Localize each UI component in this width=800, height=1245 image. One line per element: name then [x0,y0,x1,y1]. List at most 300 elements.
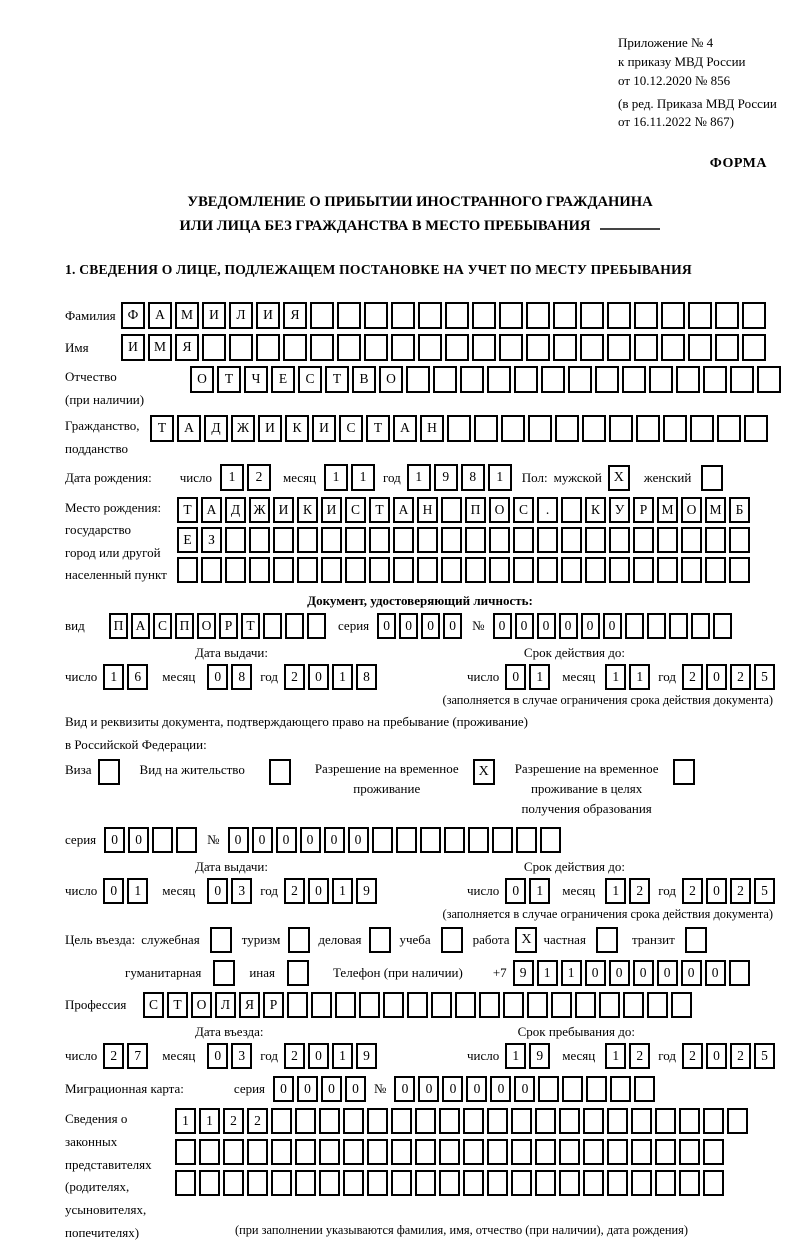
char-cell[interactable] [287,992,308,1018]
char-cell[interactable] [679,1170,700,1196]
char-cell[interactable] [634,334,658,361]
char-cell[interactable] [489,557,510,583]
char-cell[interactable] [444,827,465,853]
char-cell[interactable]: 0 [505,664,526,690]
char-cell[interactable] [383,992,404,1018]
char-cell[interactable] [439,1139,460,1165]
char-cell[interactable] [580,334,604,361]
char-cell[interactable]: 8 [461,464,485,491]
char-cell[interactable]: 0 [493,613,512,639]
char-cell[interactable] [283,334,307,361]
char-cell[interactable]: 1 [351,464,375,491]
char-cell[interactable]: 0 [399,613,418,639]
char-cell[interactable]: М [148,334,172,361]
char-cell[interactable] [715,302,739,329]
char-cell[interactable] [526,334,550,361]
char-cell[interactable]: 0 [515,613,534,639]
char-cell[interactable] [249,557,270,583]
char-cell[interactable]: А [393,415,417,442]
char-cell[interactable] [528,415,552,442]
sex-male-checkbox[interactable]: X [608,465,630,491]
char-cell[interactable]: Р [263,992,284,1018]
char-cell[interactable]: 0 [603,613,622,639]
char-cell[interactable]: 2 [730,878,751,904]
char-cell[interactable] [319,1108,340,1134]
char-cell[interactable]: 0 [207,664,228,690]
char-cell[interactable]: 2 [284,878,305,904]
char-cell[interactable] [535,1170,556,1196]
char-cell[interactable]: 3 [231,878,252,904]
char-cell[interactable] [671,992,692,1018]
char-cell[interactable] [585,527,606,553]
char-cell[interactable]: П [175,613,194,639]
char-cell[interactable] [538,1076,559,1102]
char-cell[interactable]: 0 [308,1043,329,1069]
char-cell[interactable]: 2 [629,878,650,904]
char-cell[interactable] [307,613,326,639]
char-cell[interactable]: 2 [247,464,271,491]
char-cell[interactable] [688,302,712,329]
char-cell[interactable] [321,527,342,553]
char-cell[interactable] [455,992,476,1018]
char-cell[interactable] [202,334,226,361]
char-cell[interactable] [499,302,523,329]
char-cell[interactable]: 1 [332,878,353,904]
char-cell[interactable] [661,302,685,329]
char-cell[interactable]: 1 [127,878,148,904]
char-cell[interactable]: 9 [356,1043,377,1069]
char-cell[interactable] [393,527,414,553]
purpose-work-checkbox[interactable]: X [515,927,537,953]
char-cell[interactable] [199,1170,220,1196]
char-cell[interactable]: Р [633,497,654,523]
char-cell[interactable]: 5 [754,1043,775,1069]
char-cell[interactable]: 8 [356,664,377,690]
char-cell[interactable] [297,557,318,583]
char-cell[interactable] [553,302,577,329]
char-cell[interactable]: Т [177,497,198,523]
char-cell[interactable] [393,557,414,583]
char-cell[interactable] [223,1139,244,1165]
char-cell[interactable]: 1 [537,960,558,986]
char-cell[interactable]: Д [204,415,228,442]
char-cell[interactable]: 2 [730,664,751,690]
char-cell[interactable] [561,497,582,523]
char-cell[interactable] [703,1108,724,1134]
char-cell[interactable] [406,366,430,393]
char-cell[interactable]: А [177,415,201,442]
char-cell[interactable] [417,527,438,553]
char-cell[interactable]: 2 [730,1043,751,1069]
char-cell[interactable]: Т [366,415,390,442]
char-cell[interactable]: 2 [682,664,703,690]
char-cell[interactable] [679,1108,700,1134]
char-cell[interactable] [487,366,511,393]
char-cell[interactable] [607,1139,628,1165]
char-cell[interactable] [681,557,702,583]
char-cell[interactable] [364,302,388,329]
char-cell[interactable]: 3 [231,1043,252,1069]
char-cell[interactable] [249,527,270,553]
char-cell[interactable]: 6 [127,664,148,690]
char-cell[interactable] [634,302,658,329]
char-cell[interactable] [583,1170,604,1196]
char-cell[interactable]: 9 [513,960,534,986]
char-cell[interactable]: Я [239,992,260,1018]
char-cell[interactable]: 0 [308,664,329,690]
char-cell[interactable]: 0 [297,1076,318,1102]
char-cell[interactable]: Б [729,497,750,523]
char-cell[interactable] [271,1170,292,1196]
char-cell[interactable] [271,1108,292,1134]
char-cell[interactable]: 0 [514,1076,535,1102]
char-cell[interactable]: 0 [345,1076,366,1102]
char-cell[interactable] [583,1108,604,1134]
char-cell[interactable]: П [465,497,486,523]
char-cell[interactable]: А [148,302,172,329]
char-cell[interactable]: У [609,497,630,523]
char-cell[interactable] [295,1139,316,1165]
char-cell[interactable] [537,527,558,553]
char-cell[interactable]: 0 [706,878,727,904]
char-cell[interactable] [586,1076,607,1102]
char-cell[interactable]: Н [420,415,444,442]
char-cell[interactable]: 0 [466,1076,487,1102]
char-cell[interactable]: О [489,497,510,523]
char-cell[interactable]: О [681,497,702,523]
char-cell[interactable]: 1 [199,1108,220,1134]
visa-checkbox[interactable] [98,759,120,785]
char-cell[interactable] [607,1170,628,1196]
char-cell[interactable] [441,497,462,523]
char-cell[interactable]: Д [225,497,246,523]
char-cell[interactable]: Н [417,497,438,523]
char-cell[interactable] [369,527,390,553]
char-cell[interactable]: 2 [284,664,305,690]
char-cell[interactable] [418,334,442,361]
sex-female-checkbox[interactable] [701,465,723,491]
char-cell[interactable] [647,992,668,1018]
char-cell[interactable] [295,1108,316,1134]
char-cell[interactable] [391,1170,412,1196]
char-cell[interactable] [472,334,496,361]
char-cell[interactable] [535,1139,556,1165]
purpose-official-checkbox[interactable] [210,927,232,953]
char-cell[interactable] [561,557,582,583]
char-cell[interactable] [247,1170,268,1196]
char-cell[interactable] [271,1139,292,1165]
char-cell[interactable] [633,557,654,583]
char-cell[interactable]: 0 [706,664,727,690]
char-cell[interactable] [655,1170,676,1196]
char-cell[interactable]: С [345,497,366,523]
char-cell[interactable] [310,302,334,329]
char-cell[interactable] [297,527,318,553]
char-cell[interactable]: С [298,366,322,393]
char-cell[interactable] [345,527,366,553]
char-cell[interactable]: Л [229,302,253,329]
char-cell[interactable]: 7 [127,1043,148,1069]
char-cell[interactable] [247,1139,268,1165]
char-cell[interactable] [511,1139,532,1165]
char-cell[interactable] [742,334,766,361]
char-cell[interactable]: 0 [609,960,630,986]
char-cell[interactable]: 9 [356,878,377,904]
char-cell[interactable] [487,1108,508,1134]
char-cell[interactable] [199,1139,220,1165]
char-cell[interactable]: О [197,613,216,639]
purpose-tourism-checkbox[interactable] [288,927,310,953]
char-cell[interactable]: К [297,497,318,523]
char-cell[interactable]: Ф [121,302,145,329]
char-cell[interactable]: 0 [394,1076,415,1102]
purpose-study-checkbox[interactable] [441,927,463,953]
char-cell[interactable]: И [256,302,280,329]
char-cell[interactable]: И [312,415,336,442]
char-cell[interactable] [663,415,687,442]
char-cell[interactable]: М [175,302,199,329]
char-cell[interactable]: 0 [228,827,249,853]
char-cell[interactable]: 0 [505,878,526,904]
char-cell[interactable]: 2 [284,1043,305,1069]
char-cell[interactable] [499,334,523,361]
char-cell[interactable] [703,366,727,393]
char-cell[interactable] [555,415,579,442]
char-cell[interactable]: 1 [324,464,348,491]
char-cell[interactable]: А [201,497,222,523]
char-cell[interactable] [631,1139,652,1165]
char-cell[interactable] [609,557,630,583]
char-cell[interactable] [705,557,726,583]
char-cell[interactable] [713,613,732,639]
char-cell[interactable] [559,1108,580,1134]
char-cell[interactable] [607,1108,628,1134]
char-cell[interactable] [439,1170,460,1196]
char-cell[interactable] [319,1139,340,1165]
char-cell[interactable] [468,827,489,853]
char-cell[interactable] [223,1170,244,1196]
char-cell[interactable] [575,992,596,1018]
char-cell[interactable]: Л [215,992,236,1018]
char-cell[interactable] [418,302,442,329]
char-cell[interactable] [607,334,631,361]
char-cell[interactable]: О [190,366,214,393]
char-cell[interactable] [631,1170,652,1196]
char-cell[interactable] [465,557,486,583]
char-cell[interactable]: Т [150,415,174,442]
char-cell[interactable] [526,302,550,329]
char-cell[interactable] [463,1139,484,1165]
char-cell[interactable] [655,1108,676,1134]
char-cell[interactable] [310,334,334,361]
char-cell[interactable] [669,613,688,639]
char-cell[interactable]: 0 [321,1076,342,1102]
char-cell[interactable]: 0 [706,1043,727,1069]
char-cell[interactable] [273,557,294,583]
char-cell[interactable]: К [585,497,606,523]
char-cell[interactable] [337,302,361,329]
char-cell[interactable] [583,1139,604,1165]
char-cell[interactable] [501,415,525,442]
char-cell[interactable]: 0 [308,878,329,904]
char-cell[interactable] [273,527,294,553]
char-cell[interactable] [657,557,678,583]
char-cell[interactable]: 1 [488,464,512,491]
char-cell[interactable]: 0 [276,827,297,853]
char-cell[interactable]: 1 [220,464,244,491]
char-cell[interactable] [463,1170,484,1196]
char-cell[interactable]: 5 [754,878,775,904]
char-cell[interactable] [463,1108,484,1134]
char-cell[interactable]: Т [217,366,241,393]
char-cell[interactable] [445,302,469,329]
char-cell[interactable] [445,334,469,361]
char-cell[interactable] [599,992,620,1018]
purpose-transit-checkbox[interactable] [685,927,707,953]
char-cell[interactable] [311,992,332,1018]
char-cell[interactable] [417,557,438,583]
char-cell[interactable]: 2 [629,1043,650,1069]
purpose-other-checkbox[interactable] [287,960,309,986]
char-cell[interactable]: 2 [247,1108,268,1134]
char-cell[interactable] [433,366,457,393]
char-cell[interactable] [295,1170,316,1196]
char-cell[interactable] [631,1108,652,1134]
char-cell[interactable] [540,827,561,853]
char-cell[interactable]: П [109,613,128,639]
char-cell[interactable] [676,366,700,393]
char-cell[interactable] [343,1170,364,1196]
char-cell[interactable]: Я [175,334,199,361]
char-cell[interactable]: 0 [104,827,125,853]
char-cell[interactable] [337,334,361,361]
char-cell[interactable]: 0 [252,827,273,853]
char-cell[interactable]: 0 [657,960,678,986]
char-cell[interactable] [705,527,726,553]
char-cell[interactable] [176,827,197,853]
char-cell[interactable]: 0 [633,960,654,986]
char-cell[interactable]: О [379,366,403,393]
char-cell[interactable] [372,827,393,853]
char-cell[interactable]: 0 [128,827,149,853]
char-cell[interactable] [661,334,685,361]
char-cell[interactable]: 0 [207,878,228,904]
char-cell[interactable] [691,613,710,639]
char-cell[interactable] [367,1139,388,1165]
char-cell[interactable]: Т [167,992,188,1018]
char-cell[interactable] [319,1170,340,1196]
char-cell[interactable] [742,302,766,329]
char-cell[interactable] [688,334,712,361]
char-cell[interactable]: Р [219,613,238,639]
char-cell[interactable] [559,1170,580,1196]
char-cell[interactable]: Т [325,366,349,393]
char-cell[interactable]: 1 [175,1108,196,1134]
char-cell[interactable] [489,527,510,553]
char-cell[interactable] [391,1139,412,1165]
char-cell[interactable] [369,557,390,583]
char-cell[interactable] [727,1108,748,1134]
char-cell[interactable] [537,557,558,583]
char-cell[interactable]: 1 [629,664,650,690]
char-cell[interactable] [175,1170,196,1196]
char-cell[interactable]: 9 [529,1043,550,1069]
char-cell[interactable]: Е [177,527,198,553]
char-cell[interactable] [343,1108,364,1134]
purpose-humanitarian-checkbox[interactable] [213,960,235,986]
char-cell[interactable]: 2 [223,1108,244,1134]
char-cell[interactable]: 0 [377,613,396,639]
char-cell[interactable] [513,527,534,553]
char-cell[interactable] [511,1108,532,1134]
char-cell[interactable] [553,334,577,361]
char-cell[interactable] [487,1170,508,1196]
char-cell[interactable] [622,366,646,393]
char-cell[interactable] [439,1108,460,1134]
char-cell[interactable] [657,527,678,553]
char-cell[interactable]: 1 [332,1043,353,1069]
char-cell[interactable] [679,1139,700,1165]
char-cell[interactable]: К [285,415,309,442]
char-cell[interactable] [431,992,452,1018]
char-cell[interactable] [285,613,304,639]
char-cell[interactable] [729,557,750,583]
char-cell[interactable]: Т [369,497,390,523]
char-cell[interactable]: 0 [324,827,345,853]
char-cell[interactable] [730,366,754,393]
char-cell[interactable] [367,1108,388,1134]
char-cell[interactable] [647,613,666,639]
char-cell[interactable]: 0 [418,1076,439,1102]
char-cell[interactable] [367,1170,388,1196]
char-cell[interactable]: 0 [581,613,600,639]
char-cell[interactable] [703,1139,724,1165]
char-cell[interactable] [415,1108,436,1134]
char-cell[interactable]: Т [241,613,260,639]
char-cell[interactable]: О [191,992,212,1018]
char-cell[interactable]: 1 [605,664,626,690]
char-cell[interactable] [634,1076,655,1102]
char-cell[interactable] [690,415,714,442]
temp-residence-edu-checkbox[interactable] [673,759,695,785]
char-cell[interactable] [321,557,342,583]
char-cell[interactable] [729,960,750,986]
char-cell[interactable] [715,334,739,361]
char-cell[interactable] [609,527,630,553]
char-cell[interactable]: Я [283,302,307,329]
char-cell[interactable]: Ж [231,415,255,442]
char-cell[interactable] [441,527,462,553]
char-cell[interactable]: И [273,497,294,523]
char-cell[interactable] [263,613,282,639]
char-cell[interactable] [460,366,484,393]
char-cell[interactable]: 1 [529,878,550,904]
char-cell[interactable]: С [513,497,534,523]
char-cell[interactable]: 0 [348,827,369,853]
char-cell[interactable]: 0 [681,960,702,986]
char-cell[interactable] [744,415,768,442]
purpose-private-checkbox[interactable] [596,927,618,953]
char-cell[interactable] [681,527,702,553]
char-cell[interactable]: С [153,613,172,639]
char-cell[interactable]: 9 [434,464,458,491]
char-cell[interactable] [535,1108,556,1134]
char-cell[interactable] [585,557,606,583]
char-cell[interactable]: 0 [559,613,578,639]
char-cell[interactable]: 1 [103,664,124,690]
char-cell[interactable]: 1 [561,960,582,986]
char-cell[interactable] [625,613,644,639]
